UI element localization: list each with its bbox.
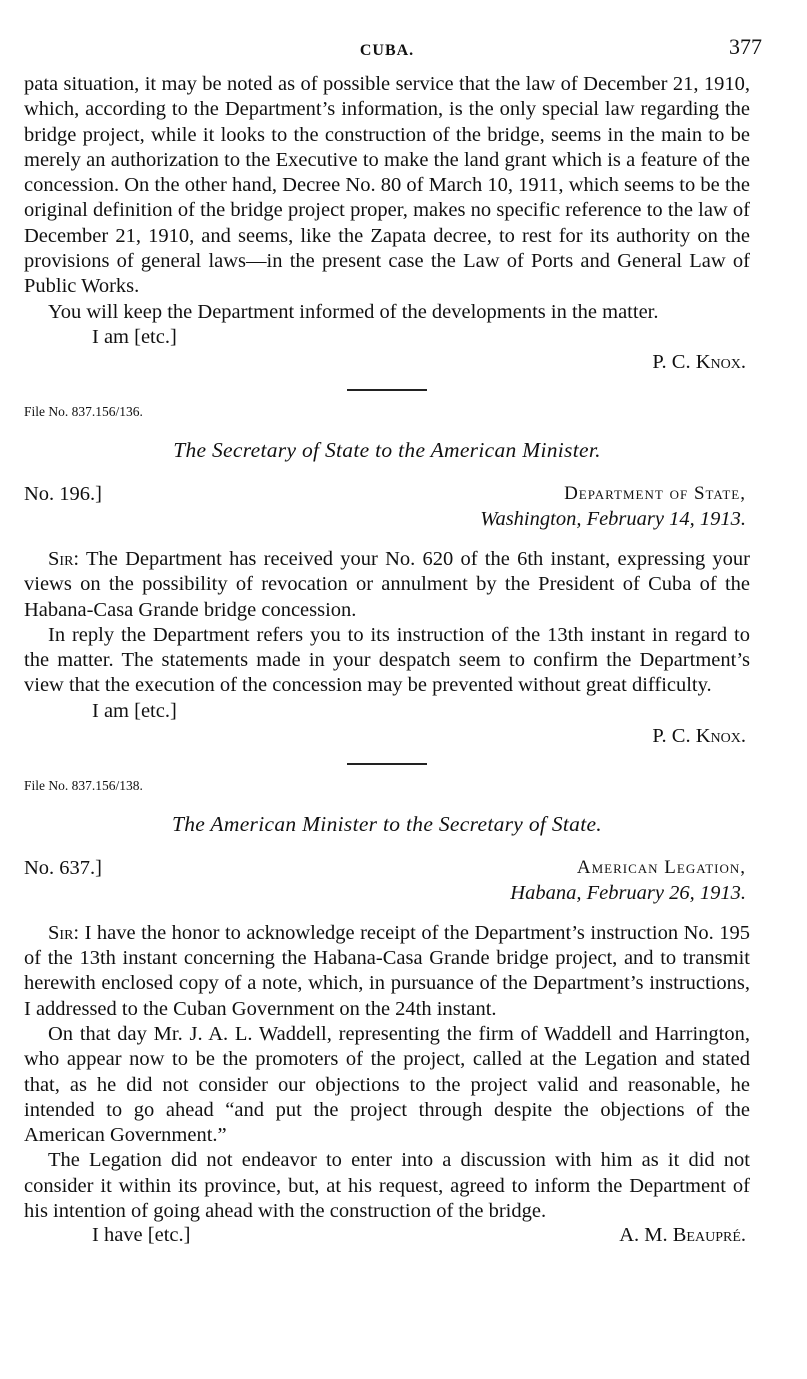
office-name: Department of State, (564, 482, 746, 504)
salutation: Sir: (48, 921, 80, 944)
body-paragraph: The Legation did not endeavor to enter into a discussion with him as it did not consider it within its province, but, at his request, agreed to inform the Department of his intention of going ahead with the construction of the bridge. (24, 1149, 750, 1223)
letter-number: No. 637.] (24, 856, 103, 879)
section-divider (347, 763, 427, 765)
office-name: American Legation, (576, 856, 746, 878)
file-number: File No. 837.156/136. (24, 403, 143, 419)
body-paragraph: You will keep the Department informed of the developments in the matter. (48, 300, 659, 323)
paragraph-text: The Department has received your No. 620 of the 6th instant, expressing your views on the possibility of revocation or annulment by the President of Cuba of the Habana-Casa Grande bridge concession. (24, 547, 750, 621)
body-paragraph (24, 921, 750, 1022)
body-paragraph (24, 547, 750, 623)
running-head (24, 28, 762, 72)
letter-continuation (24, 72, 750, 375)
document-page (24, 28, 762, 1252)
paragraph-text: I have the honor to acknowledge receipt of the Department’s instruction No. 195 of the 13th instant concerning the Habana-Casa Grande bridge project, and to transmit herewith enclosed copy of a note, which, in pursuance of the Department’s instructions, I addressed to the Cuban Government on the 24th instant. (24, 921, 750, 1020)
letter-heading: The American Minister to the Secretary of State. (172, 811, 602, 836)
salutation: Sir: (48, 547, 80, 570)
closing-line: I am [etc.] (92, 699, 177, 722)
closing-line: I have [etc.] (92, 1224, 191, 1247)
letter-minister-to-secretary (24, 777, 750, 1253)
file-number: File No. 837.156/138. (24, 777, 143, 793)
letter-header (24, 855, 750, 911)
place-date: Washington, February 14, 1913. (480, 507, 746, 530)
letter-secretary-to-minister (24, 403, 750, 749)
letter-header (24, 481, 750, 537)
signature: P. C. Knox. (652, 724, 746, 747)
place-date: Habana, February 26, 1913. (510, 881, 746, 904)
closing-line: I am [etc.] (92, 325, 177, 348)
closing-signature-line (24, 1224, 750, 1252)
body-paragraph: pata situation, it may be noted as of possible service that the law of December 21, 1910, which, according to the Department’s information, is the only special law regarding the bridge project, while it looks to the construction of the bridge, seems in the main to be merely an authorization to the Executive to make the land grant which is a feature of the concession. On the other hand, Decree No. 80 of March 10, 1911, which seems to be the original definition of the bridge project proper, makes no specific reference to the law of December 21, 1910, and seems, like the Zapata decree, to rest for its authority on the provisions of general laws—in the present case the Law of Ports and General Law of Public Works. (24, 73, 750, 298)
page-number: 377 (729, 34, 762, 59)
letter-number: No. 196.] (24, 482, 103, 505)
body-paragraph: On that day Mr. J. A. L. Waddell, representing the firm of Waddell and Harrington, who appear now to be the promoters of the project, called at the Legation and stated that, as he did not consider our objections to the project valid and reasonable, he intended to go ahead “and put the project through despite the objections of the American Government.” (24, 1022, 750, 1147)
running-head-title: CUBA. (359, 42, 415, 59)
signature: A. M. Beaupré. (619, 1224, 746, 1247)
body-paragraph: In reply the Department refers you to its instruction of the 13th instant in regard to the matter. The statements made in your despatch seem to confirm the Department’s view that the execution of the concession may be prevented without great difficulty. (24, 623, 750, 697)
signature: P. C. Knox. (652, 350, 746, 373)
section-divider (347, 389, 427, 391)
letter-heading: The Secretary of State to the American Minister. (173, 437, 601, 462)
